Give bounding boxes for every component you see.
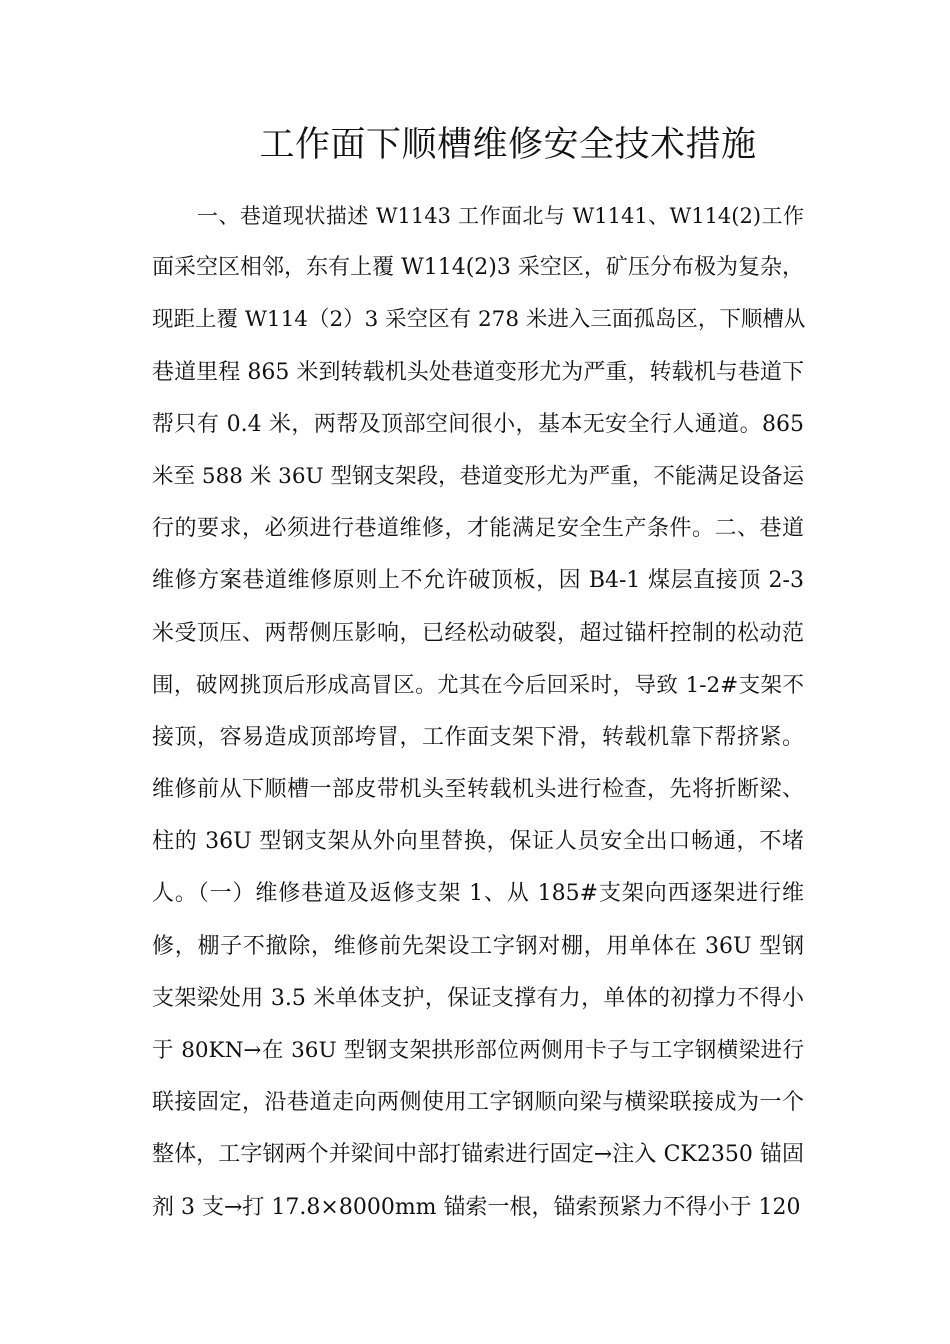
body-line: 联接固定，沿巷道走向两侧使用工字钢顺向梁与横梁联接成为一个 bbox=[152, 1090, 804, 1116]
body-line: 维修方案巷道维修原则上不允许破顶板，因 B4-1 煤层直接顶 2-3 bbox=[152, 568, 804, 594]
body-line: 剂 3 支→打 17.8×8000mm 锚索一根，锚索预紧力不得小于 120 bbox=[152, 1194, 801, 1220]
body-line: 于 80KN→在 36U 型钢支架拱形部位两侧用卡子与工字钢横梁进行 bbox=[152, 1038, 804, 1063]
body-line: 支架梁处用 3.5 米单体支护，保证支撑有力，单体的初撑力不得小 bbox=[152, 985, 804, 1011]
document-title: 工作面下顺槽维修安全技术措施 bbox=[259, 125, 757, 165]
body-line: 巷道里程 865 米到转载机头处巷道变形尤为严重，转载机与巷道下 bbox=[152, 359, 804, 385]
body-line: 接顶，容易造成顶部垮冒，工作面支架下滑，转载机靠下帮挤紧。 bbox=[152, 724, 804, 750]
body-line: 帮只有 0.4 米，两帮及顶部空间很小，基本无安全行人通道。865 bbox=[152, 411, 804, 437]
body-line: 行的要求，必须进行巷道维修，才能满足安全生产条件。二、巷道 bbox=[152, 516, 804, 542]
body-line: 围，破网挑顶后形成高冒区。尤其在今后回采时，导致 1-2#支架不 bbox=[152, 672, 804, 698]
body-line: 现距上覆 W114（2）3 采空区有 278 米进入三面孤岛区，下顺槽从 bbox=[152, 307, 806, 333]
body-line: 柱的 36U 型钢支架从外向里替换，保证人员安全出口畅通，不堵 bbox=[152, 829, 804, 855]
body-line: 面采空区相邻，东有上覆 W114(2)3 采空区，矿压分布极为复杂， bbox=[152, 255, 804, 281]
body-line: 米至 588 米 36U 型钢支架段，巷道变形尤为严重，不能满足设备运 bbox=[152, 463, 804, 489]
body-line: 人。（一）维修巷道及返修支架 1、从 185#支架向西逐架进行维 bbox=[152, 881, 804, 907]
body-line: 一、巷道现状描述 W1143 工作面北与 W1141、W114(2)工作 bbox=[197, 204, 804, 228]
body-line: 米受顶压、两帮侧压影响，已经松动破裂，超过锚杆控制的松动范 bbox=[152, 620, 804, 646]
body-line: 维修前从下顺槽一部皮带机头至转载机头进行检查，先将折断梁、 bbox=[152, 777, 804, 803]
body-line: 修，棚子不撤除，维修前先架设工字钢对棚，用单体在 36U 型钢 bbox=[152, 933, 804, 959]
body-line: 整体，工字钢两个并梁间中部打锚索进行固定→注入 CK2350 锚固 bbox=[152, 1142, 804, 1168]
document-body bbox=[152, 196, 804, 1240]
